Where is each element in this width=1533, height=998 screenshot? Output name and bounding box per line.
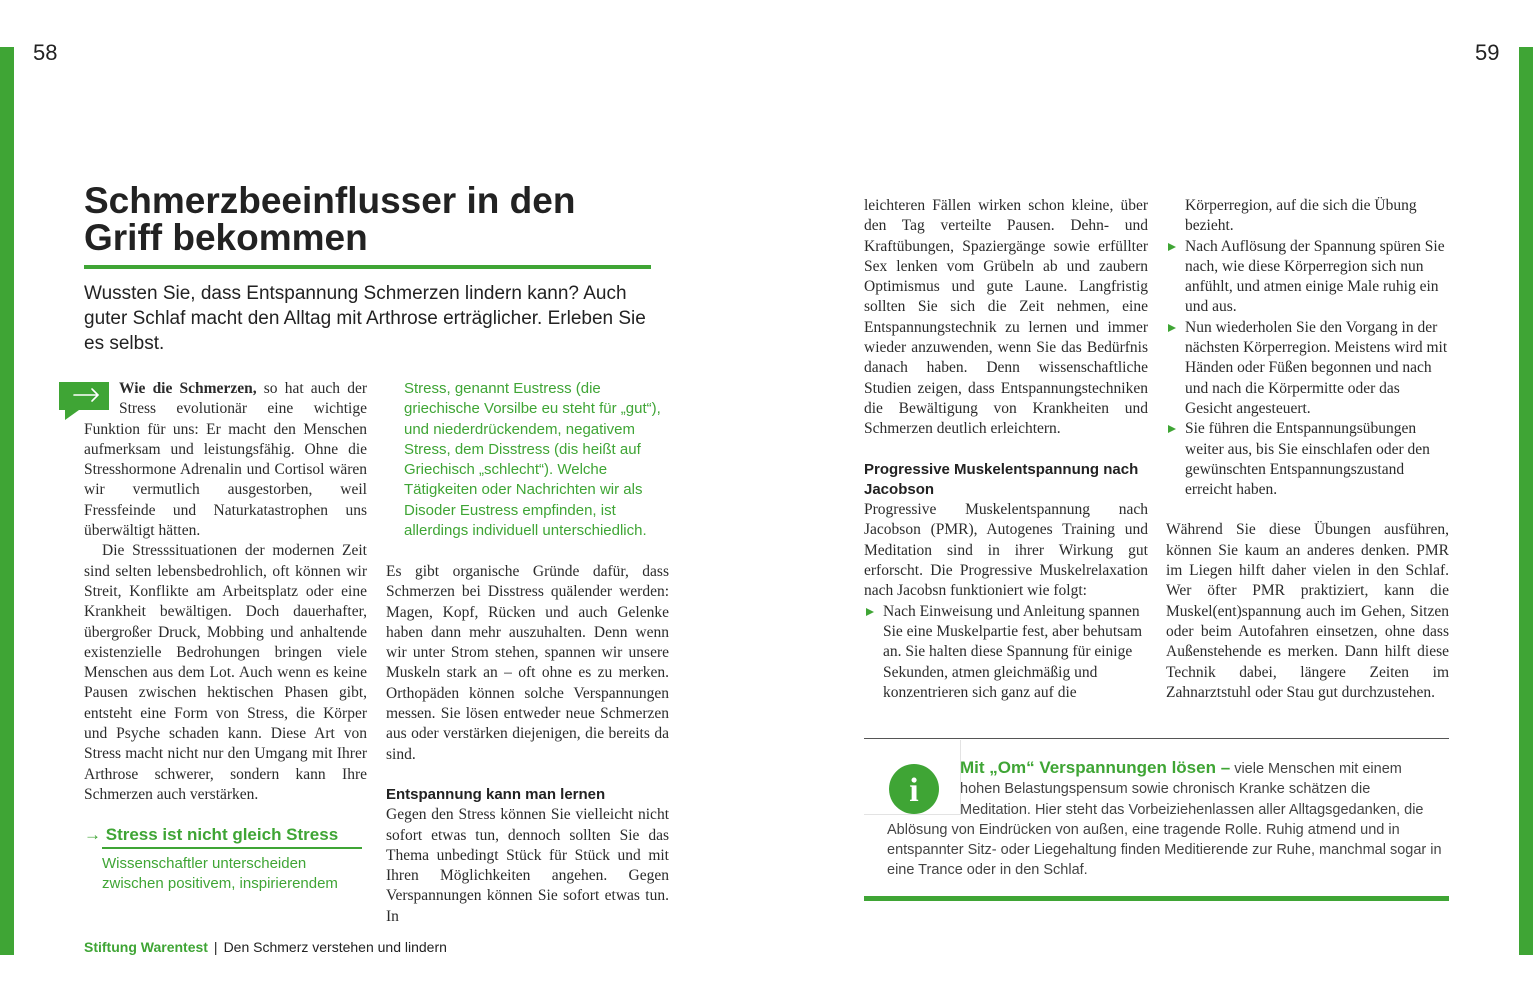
sidebar-note-underline: [102, 847, 362, 849]
sidebar-note-text-start: Wissenschaftler unterscheiden zwischen positivem, inspirierendem: [102, 855, 338, 893]
sidebar-note-title: Stress ist nicht gleich Stress: [105, 825, 339, 844]
col4-bullet-list: [1166, 237, 1449, 501]
info-icon-glyph: i: [909, 772, 919, 809]
col1-paragraph-1: [84, 379, 367, 541]
col1-paragraph-2: Die Stresssituationen der modernen Zeit sind selten lebensbedrohlich, oft können wir Streit, Konflikte am Arbeitsplatz oder eine Krankheit bewältigen. Doch dauerhafter, übergroßer Druck, Mobbing und anhaltende existenzielle Bedrohungen bringen viele Menschen aus dem Lot. Auch wenn es keine Pausen zwischen hektischen Phasen gibt, entsteht eine Form von Stress, die Körper und Psyche schaden kann. Diese Art von Stress macht nicht nur den Umgang mit Ihrer Arthrose schwerer, sondern kann Ihre Schmerzen auch verstärken.: [84, 542, 367, 803]
col4-paragraph-1: Während Sie diese Übungen ausführen, können Sie kaum an anderes denken. PMR im Liegen hilft daher vielen in den Schlaf. Wer öfter PMR praktiziert, kann die Muskel(ent)spannung auch im Gehen, Sitzen oder beim Autofahren einsetzen, ohne dass Außenstehende es merken. Dann hilft diese Technik dabei, längere Zeiten im Zahnarztstuhl oder Stau gut durchzustehen.: [1166, 521, 1449, 701]
col3-subheading: Progressive Muskelentspannung nach Jacobson: [864, 460, 1139, 498]
article-title-line2: Griff bekommen: [84, 217, 368, 258]
list-item: [1166, 318, 1449, 419]
article-title-line1: Schmerzbeeinflusser in den: [84, 180, 576, 221]
footer-book-title: Den Schmerz verstehen und lindern: [223, 939, 447, 955]
sidebar-note: [84, 824, 367, 895]
right-page-edge: [1519, 47, 1533, 955]
column-1: [84, 379, 367, 805]
info-float-spacer: [887, 758, 960, 814]
col2-paragraph-2: Gegen den Stress können Sie vielleicht nicht sofort etwas tun, dennoch sollten Sie das Thema unbedingt Stück für Stück und mit Ihren Möglichkeiten angehen. Gegen Verspannungen können Sie sofort etwas tun. In: [386, 806, 669, 925]
info-box-body: viele Menschen mit einem hohen Belastungspensum sowie chronisch Kranke schätzen die Meditation. Hier steht das Vorbeiziehenlassen aller Alltagsgedanken, die Ablösung von Eindrücken von außen, eine tragende Rolle. Ruhig atmend und in entspannter Sitz- oder Liegehaltung finden Meditierende zur Ruhe, manchmal sogar in eine Trance oder in den Schlaf.: [887, 761, 1442, 879]
list-item: [1166, 237, 1449, 318]
left-page-edge: [0, 47, 14, 955]
title-underline: [84, 265, 651, 269]
triangle-bullet-icon: [1168, 425, 1176, 433]
article-lead: Wussten Sie, dass Entspannung Schmerzen lindern kann? Auch guter Schlaf macht den Alltag mit Arthrose erträglicher. Erleben Sie es selbst.: [84, 283, 646, 354]
col3-bullet-list: [864, 602, 1148, 703]
page-footer: [84, 939, 447, 955]
list-item-text: Sie führen die Entspannungsübungen weiter aus, bis Sie einschlafen oder den gewünschten Entspannungszustand erreicht haben.: [1185, 420, 1430, 499]
info-box-highlight: Mit „Om“ Verspannungen lösen –: [960, 758, 1231, 777]
article-title: [84, 182, 684, 256]
sidebar-note-heading: [84, 824, 367, 846]
col3-paragraph-2: Progressive Muskelentspannung nach Jacobson (PMR), Autogenes Training und Meditation sind in ihrer Wirkung gut erforscht. Die Progressive Muskelrelaxation nach Jacobsn funktioniert wie folgt:: [864, 501, 1148, 600]
footer-separator: |: [213, 939, 218, 955]
column-2: [386, 562, 669, 927]
col2-paragraph-1: Es gibt organische Gründe dafür, dass Schmerzen bei Disstress quälender werden: Magen, Kopf, Rücken und auch Gelenke haben dann mehr auszuhalten. Denn wenn wir unter Strom stehen, spannen wir unsere Muskeln stark an – oft ohne es zu merken. Orthopäden können solche Verspannungen messen. Sie lösen entweder neue Schmerzen aus oder verstärken diejenigen, die bereits da sind.: [386, 563, 669, 763]
info-box: [864, 738, 1449, 903]
arrow-right-icon: →: [84, 825, 101, 844]
column-4: [1166, 196, 1449, 703]
info-box-text: [887, 758, 1442, 881]
list-item: [1166, 419, 1449, 500]
col4-bullet-continuation: Körperregion, auf die sich die Übung bezieht.: [1185, 197, 1417, 235]
page-number-left: 58: [33, 40, 58, 65]
info-box-bottom-rule: [864, 896, 1449, 901]
col1-paragraph-1-text: so hat auch der Stress evolutionär eine wichtige Funktion für uns: Er macht den Menschen aufmerksam und leistungsfähig. Ohne die Stresshormone Adrenalin und Cortisol wären wir vermutlich ausgestorben, weil Fressfeinde und Naturkatastrophen uns überwältigt hätten.: [84, 380, 367, 540]
col1-lead-in: Wie die Schmerzen,: [119, 380, 257, 397]
footer-brand: Stiftung Warentest: [84, 939, 208, 955]
page-number-right: 59: [1475, 40, 1500, 65]
triangle-bullet-icon: [1168, 243, 1176, 251]
list-item-text: Nach Auflösung der Spannung spüren Sie nach, wie diese Körperregion sich nun anfühlt, und atmen einige Male ruhig ein und aus.: [1185, 237, 1445, 316]
column-2-sidebar-continuation: [404, 379, 666, 541]
triangle-bullet-icon: [1168, 324, 1176, 332]
flag-float-spacer: [84, 379, 119, 416]
info-box-top-rule: [864, 738, 1449, 739]
col2-subheading: Entspannung kann man lernen: [386, 785, 606, 803]
column-3: [864, 196, 1148, 703]
sidebar-note-text-cont: Stress, genannt Eustress (die griechische Vorsilbe eu steht für „gut“), und niederdrückendem, negativem Stress, dem Disstress (dis heißt auf Griechisch „schlecht“). Welche Tätigkeiten oder Nachrichten wir als Disoder Eustress empfinden, ist allerdings individuell unterschiedlich.: [404, 380, 661, 540]
list-item-text: Nach Einweisung und Anleitung spannen Sie eine Muskelpartie fest, aber behutsam an. Sie halten diese Spannung für einige Sekunden, atmen gleichmäßig und konzentrieren sich ganz auf die: [883, 602, 1143, 701]
list-item-text: Nun wiederholen Sie den Vorgang in der nächsten Körperregion. Meistens wird mit Händen oder Füßen begonnen und nach und nach die Körpermitte oder das Gesicht angesteuert.: [1185, 318, 1448, 417]
col3-paragraph-1: leichteren Fällen wirken schon kleine, über den Tag verteilte Pausen. Dehn- und Kraftübungen, Spaziergänge sowie erfüllter Sex lenken vom Grübeln ab und zaubern Optimismus und gute Laune. Langfristig sollten Sie sich die Zeit nehmen, eine Entspannungstechnik zu lernen und immer wieder anzuwenden, wenn Sie das Bedürfnis danach haben. Denn wissenschaftliche Studien zeigen, dass Entspannungstechniken die Bewältigung von Krankheiten und Schmerzen deutlich erleichtern.: [864, 197, 1148, 438]
list-item: [864, 602, 1148, 703]
triangle-bullet-icon: [866, 608, 874, 616]
